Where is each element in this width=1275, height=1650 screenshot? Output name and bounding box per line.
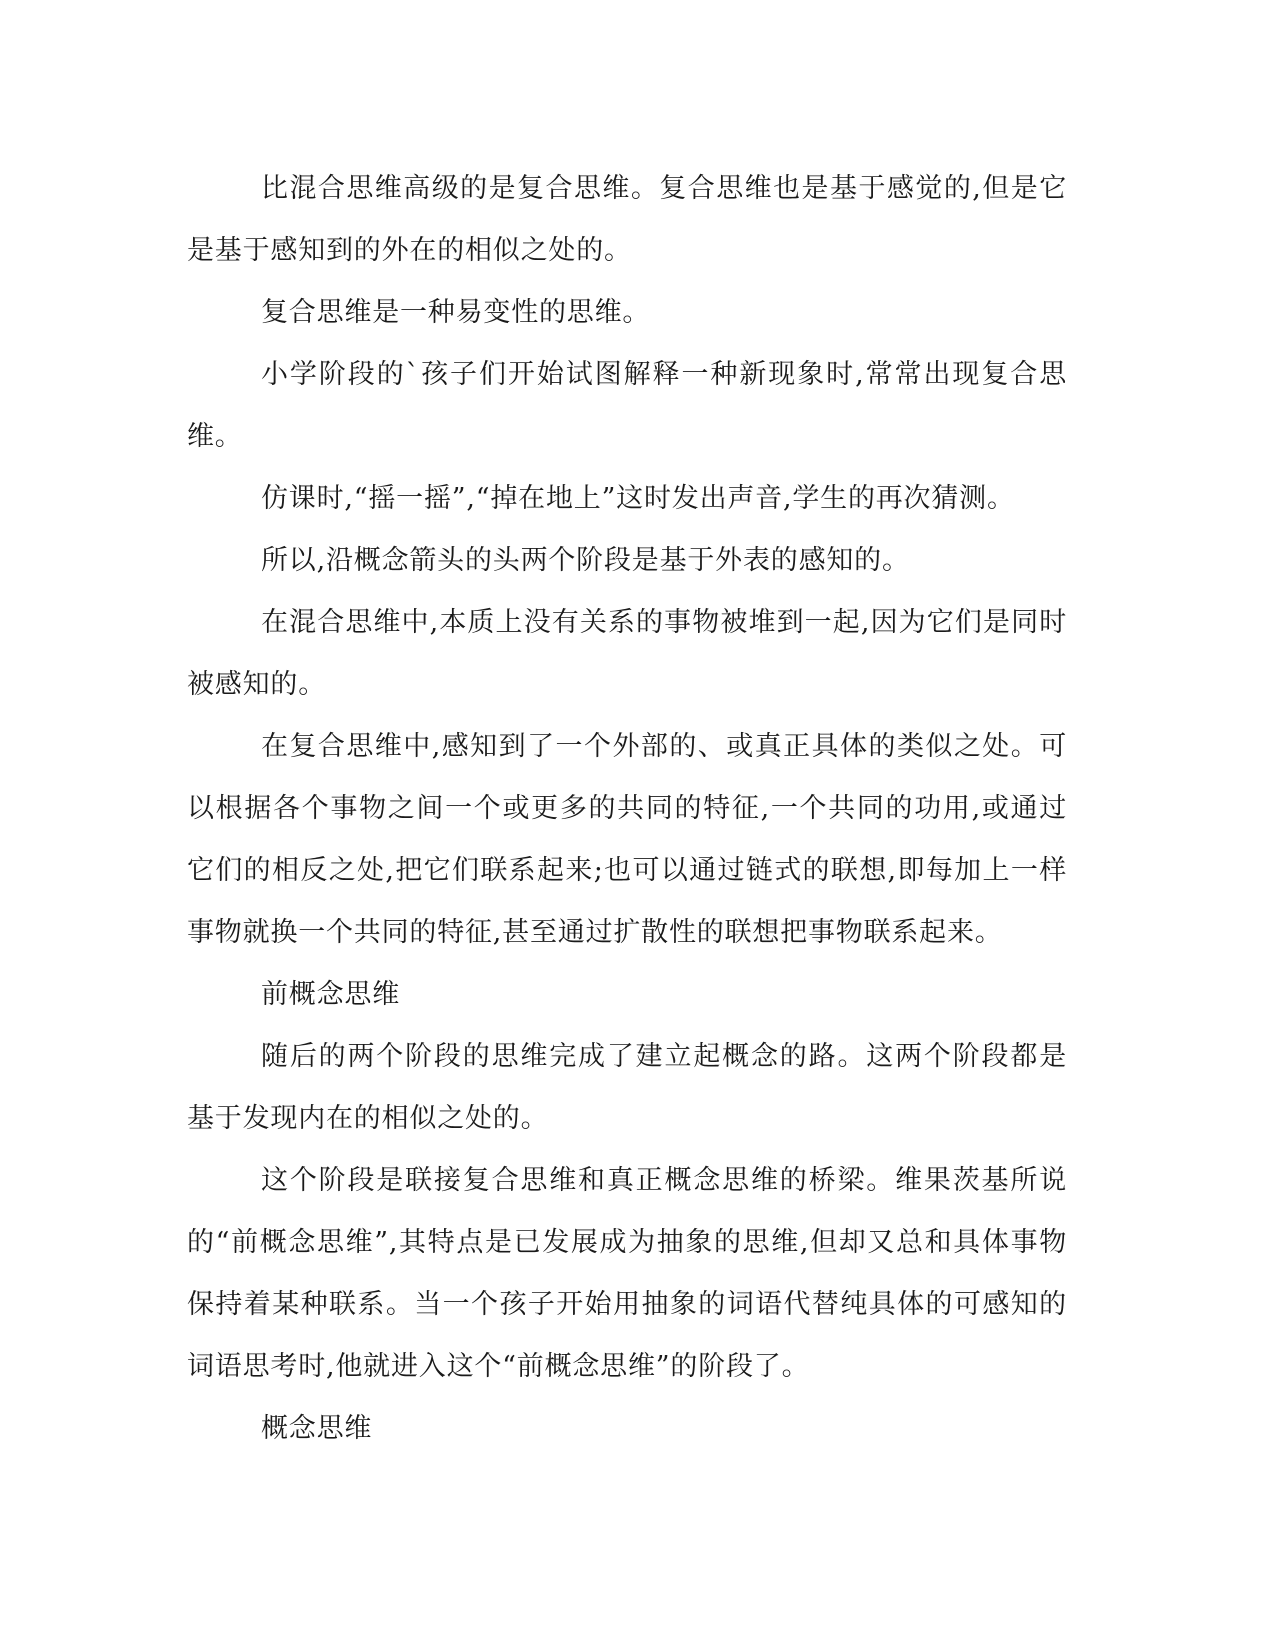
paragraph: 在复合思维中,感知到了一个外部的、或真正具体的类似之处。可以根据各个事物之间一个或更多的共同的特征,一个共同的功用,或通过它们的相反之处,把它们联系起来;也可以通过链式的联想,即每加上一样事物就换一个共同的特征,甚至通过扩散性的联想把事物联系起来。: [187, 731, 1067, 948]
paragraph: 复合思维是一种易变性的思维。: [261, 297, 651, 328]
paragraph: 小学阶段的`孩子们开始试图解释一种新现象时,常常出现复合思维。: [187, 359, 1067, 452]
paragraph: 比混合思维高级的是复合思维。复合思维也是基于感觉的,但是它是基于感知到的外在的相似之处的。: [187, 173, 1067, 266]
paragraph: 仿课时,“摇一摇”,“掉在地上”这时发出声音,学生的再次猜测。: [261, 483, 1015, 514]
section-heading: 概念思维: [261, 1413, 373, 1444]
document-body: [187, 158, 1067, 1460]
paragraph: 在混合思维中,本质上没有关系的事物被堆到一起,因为它们是同时被感知的。: [187, 607, 1067, 700]
paragraph: 随后的两个阶段的思维完成了建立起概念的路。这两个阶段都是基于发现内在的相似之处的。: [187, 1041, 1067, 1134]
paragraph: 所以,沿概念箭头的头两个阶段是基于外表的感知的。: [261, 545, 910, 576]
section-heading: 前概念思维: [261, 979, 400, 1010]
paragraph: 这个阶段是联接复合思维和真正概念思维的桥梁。维果茨基所说的“前概念思维”,其特点是已发展成为抽象的思维,但却又总和具体事物保持着某种联系。当一个孩子开始用抽象的词语代替纯具体的可感知的词语思考时,他就进入这个“前概念思维”的阶段了。: [187, 1165, 1067, 1382]
